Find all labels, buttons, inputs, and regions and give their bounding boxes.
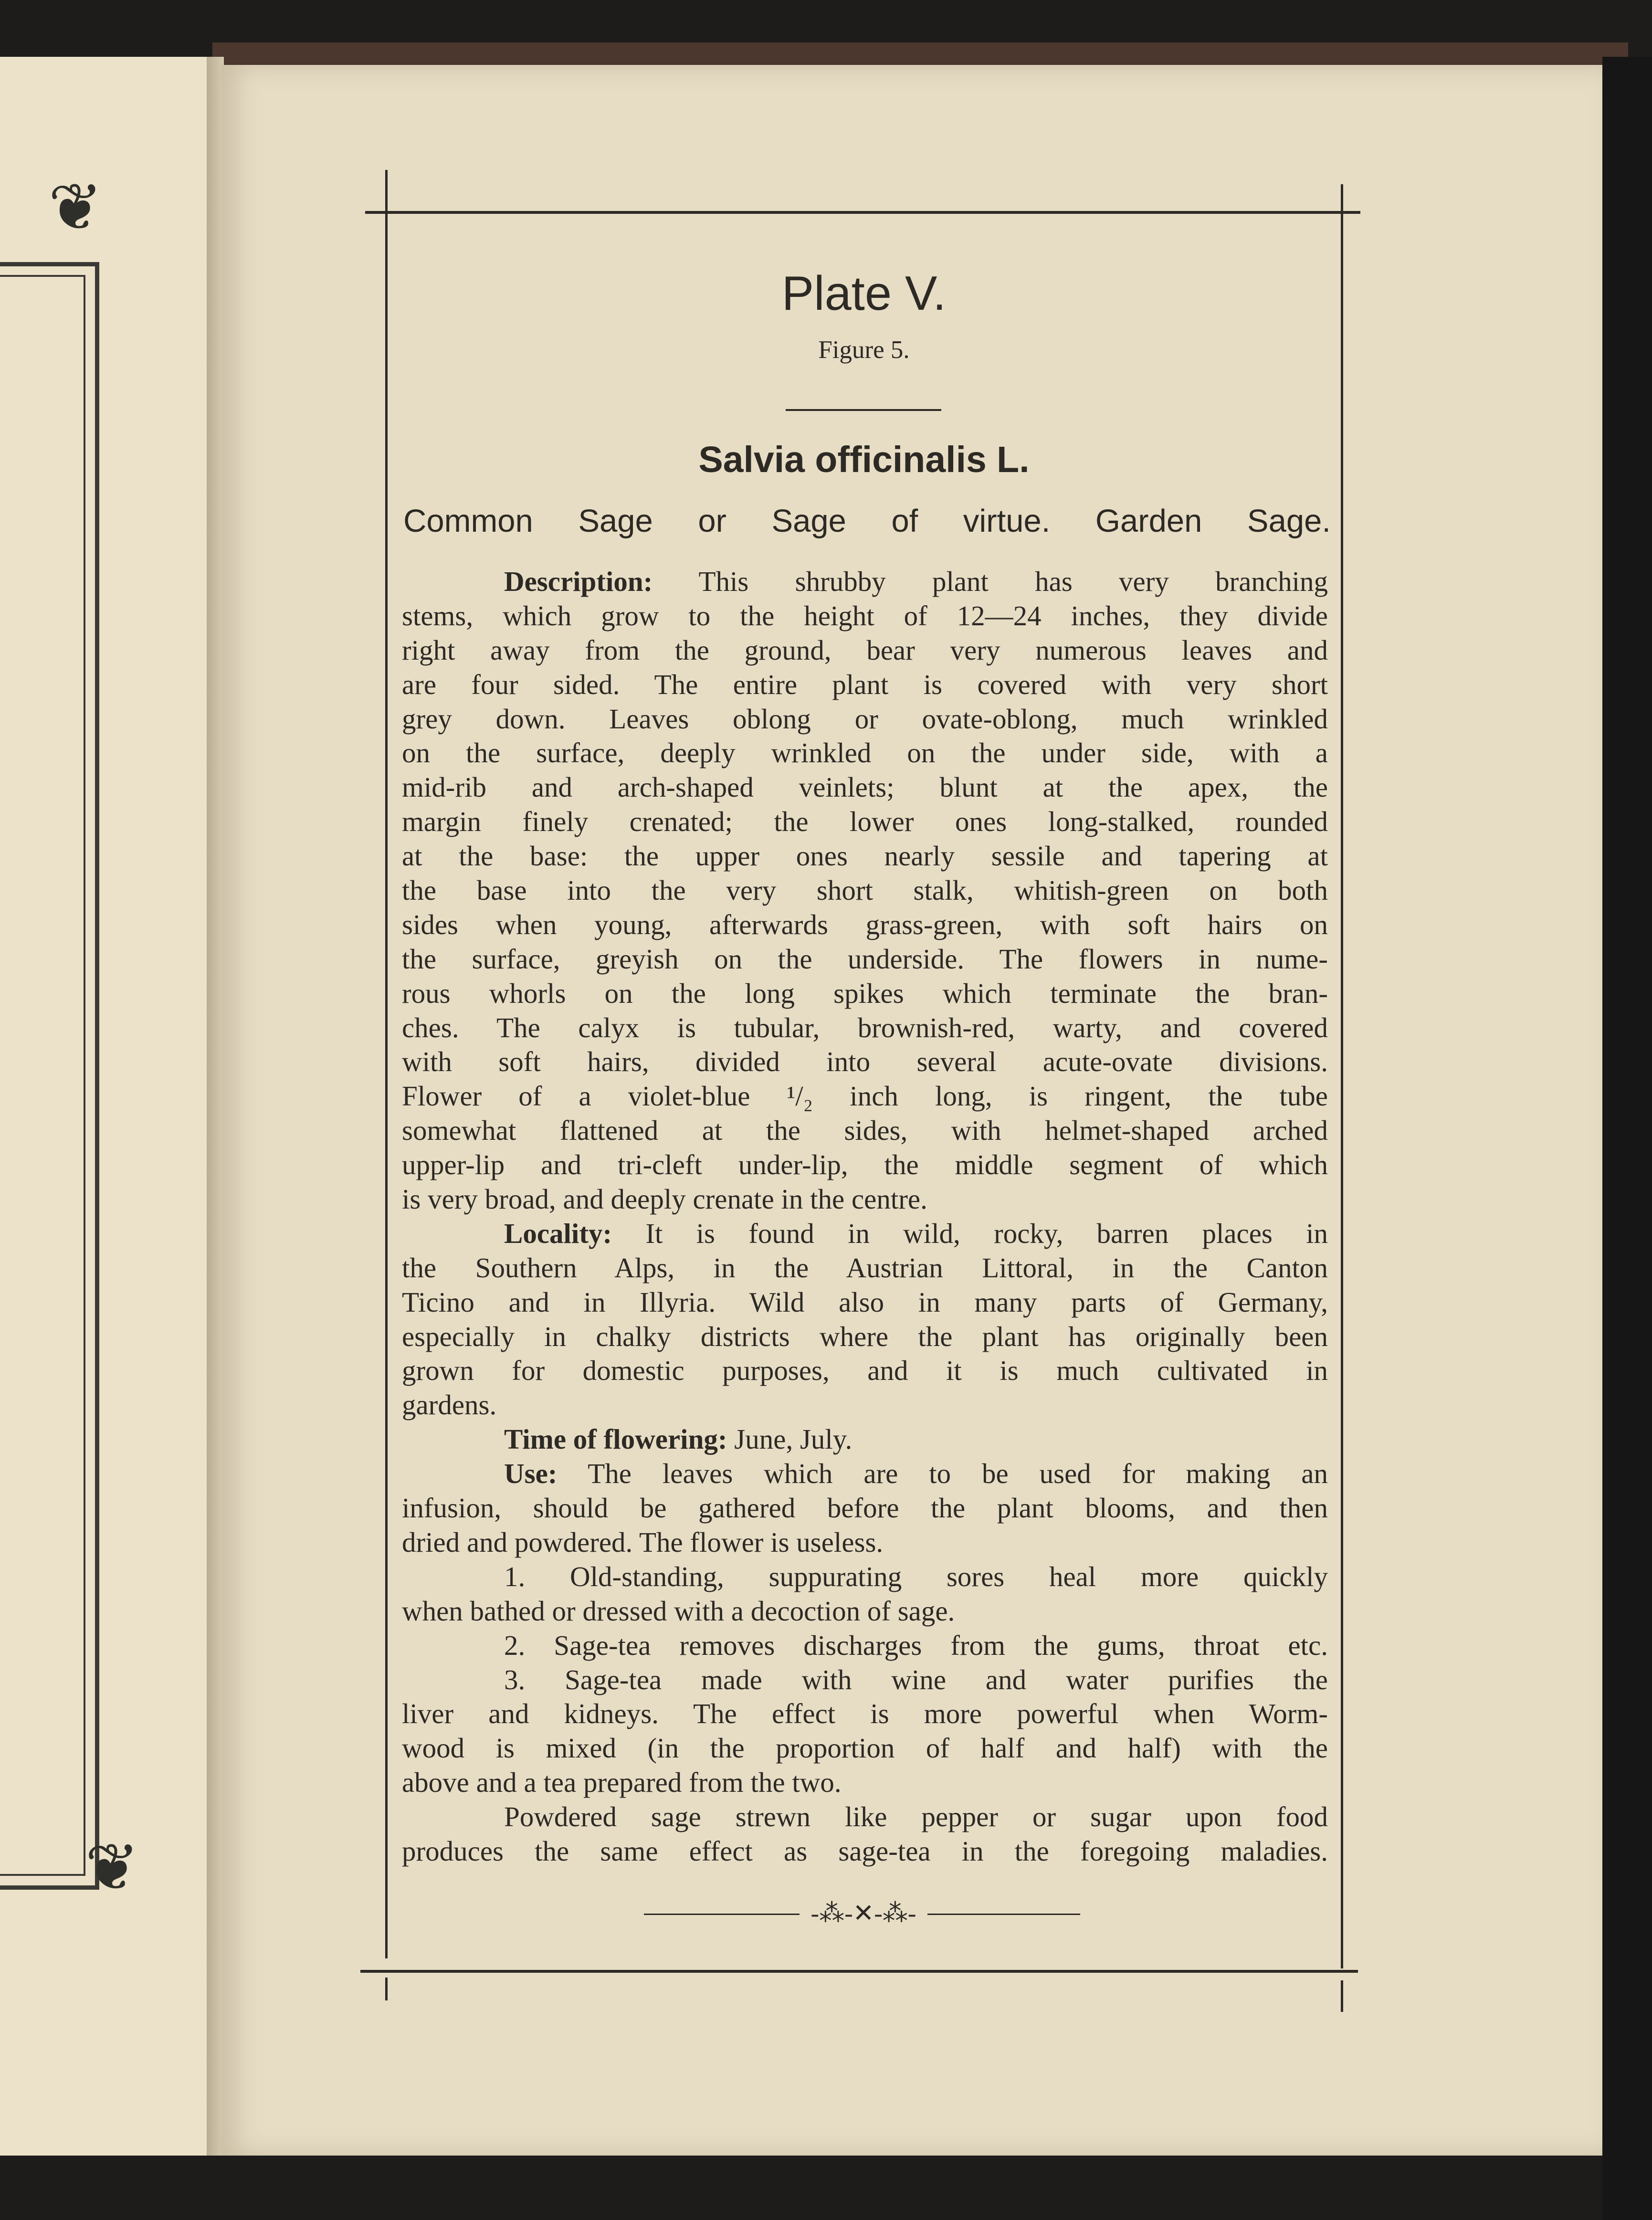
text-line: [402, 1182, 1328, 1217]
text-line: [402, 633, 1328, 668]
text-line: [402, 1285, 1328, 1320]
left-frame-bottom-rule: [0, 1885, 99, 1890]
ornament-rule-right: [927, 1914, 1080, 1915]
line-text: infusion, should be gathered before the plant blooms, and then: [402, 1492, 1328, 1524]
left-frame-inner-rule: [84, 275, 85, 1876]
line-text: grown for domestic purposes, and it is much cultivated in: [402, 1355, 1328, 1387]
line-text: on the surface, deeply wrinkled on the under side, with a: [402, 737, 1328, 769]
text-line: [402, 1011, 1328, 1045]
line-text: The leaves which are to be used for making an: [557, 1458, 1328, 1490]
text-line: [402, 1800, 1328, 1834]
text-line: [402, 1526, 1328, 1560]
text-line: [402, 873, 1328, 908]
book-cover-edge: [212, 42, 1628, 65]
text-line: [402, 1045, 1328, 1079]
line-text: It is found in wild, rocky, barren places in: [612, 1217, 1328, 1249]
line-text: 2. Sage-tea removes discharges from the gums, throat etc.: [504, 1629, 1328, 1661]
text-line: [402, 1354, 1328, 1388]
line-text: especially in chalky districts where the plant has originally been: [402, 1320, 1328, 1352]
line-text: stems, which grow to the height of 12—24 inches, they divide: [402, 600, 1328, 631]
line-text: This shrubby plant has very branching: [652, 566, 1328, 597]
line-text: Flower of a violet-blue ¹/₂ inch long, is ringent, the tube: [402, 1080, 1328, 1112]
line-text: with soft hairs, divided into several acute-ovate divisions.: [402, 1046, 1328, 1078]
text-line: [402, 1388, 1328, 1422]
text-line: [402, 1148, 1328, 1182]
section-heading: Description:: [504, 566, 653, 597]
text-line: [402, 1697, 1328, 1731]
text-line: [402, 565, 1328, 599]
text-line: [402, 1834, 1328, 1869]
text-line: [402, 977, 1328, 1011]
line-text: liver and kidneys. The effect is more powerful when Worm-: [402, 1698, 1328, 1730]
body-text: [402, 565, 1328, 1869]
text-line: [402, 1217, 1328, 1251]
ornament-icon: -⁂-✕-⁂-: [810, 1900, 916, 1927]
line-text: margin finely crenated; the lower ones long-stalked, rounded: [402, 806, 1328, 838]
text-line: [402, 1251, 1328, 1285]
fleuron-ornament-icon: ❦: [85, 1832, 139, 1904]
text-line: [402, 1731, 1328, 1766]
text-line: [402, 839, 1328, 873]
plate-title: Plate V.: [781, 267, 947, 320]
text-line: [402, 1320, 1328, 1354]
left-frame-top-rule-inner: [0, 275, 85, 277]
line-text: dried and powdered. The flower is useless.: [402, 1526, 884, 1558]
text-line: [402, 736, 1328, 770]
text-line: [402, 908, 1328, 942]
line-text: the Southern Alps, in the Austrian Littoral, in the Canton: [402, 1252, 1328, 1284]
text-line: [402, 1560, 1328, 1594]
figure-label: Figure 5.: [818, 336, 910, 364]
page-edge: [1602, 57, 1652, 2220]
line-text: are four sided. The entire plant is covered with very short: [402, 668, 1328, 700]
text-line: [402, 599, 1328, 633]
line-text: at the base: the upper ones nearly sessile and tapering at: [402, 840, 1328, 872]
line-text: Powdered sage strewn like pepper or sugar upon food: [504, 1801, 1328, 1833]
frame-top-rule: [365, 211, 1360, 214]
line-text: above and a tea prepared from the two.: [402, 1767, 842, 1799]
line-text: the surface, greyish on the underside. The flowers in nume-: [402, 943, 1328, 975]
line-text: when bathed or dressed with a decoction of sage.: [402, 1595, 955, 1627]
line-text: June, July.: [727, 1423, 852, 1455]
line-text: somewhat flattened at the sides, with helmet-shaped arched: [402, 1115, 1328, 1147]
species-name: Salvia officinalis L.: [698, 439, 1030, 480]
frame-right-tick: [1341, 1980, 1343, 2012]
text-line: [402, 702, 1328, 736]
left-frame-outer-rule: [95, 262, 99, 1890]
line-text: produces the same effect as sage-tea in the foregoing maladies.: [402, 1835, 1328, 1867]
text-line: [402, 942, 1328, 977]
line-text: 1. Old-standing, suppurating sores heal more quickly: [504, 1560, 1328, 1592]
section-heading: Locality:: [504, 1217, 612, 1249]
section-heading: Use:: [504, 1458, 558, 1490]
text-line: [402, 1594, 1328, 1629]
line-text: right away from the ground, bear very numerous leaves and: [402, 634, 1328, 666]
text-line: [402, 1114, 1328, 1148]
section-heading: Time of flowering:: [504, 1423, 727, 1455]
frame-left-tick: [385, 1978, 388, 2000]
line-text: is very broad, and deeply crenate in the centre.: [402, 1183, 927, 1215]
text-line: [402, 1766, 1328, 1800]
left-frame-top-rule: [0, 262, 99, 266]
line-text: gardens.: [402, 1389, 497, 1421]
text-line: [402, 1629, 1328, 1663]
text-line: [402, 770, 1328, 805]
fleuron-ornament-icon: ❦: [48, 172, 103, 244]
line-text: sides when young, afterwards grass-green, with soft hairs on: [402, 908, 1328, 940]
frame-bottom-rule: [360, 1970, 1358, 1973]
text-line: [402, 1457, 1328, 1491]
text-line: [402, 668, 1328, 702]
title-separator: [786, 409, 941, 411]
text-line: [402, 1422, 1328, 1457]
text-line: [402, 1663, 1328, 1697]
line-text: rous whorls on the long spikes which terminate the bran-: [402, 977, 1328, 1009]
left-frame-bottom-rule-inner: [0, 1874, 85, 1876]
line-text: grey down. Leaves oblong or ovate-oblong, much wrinkled: [402, 703, 1328, 735]
text-line: [402, 1491, 1328, 1526]
line-text: upper-lip and tri-cleft under-lip, the middle segment of which: [402, 1149, 1328, 1181]
ornament-rule-left: [644, 1914, 800, 1915]
line-text: wood is mixed (in the proportion of half and half) with the: [402, 1732, 1328, 1764]
line-text: 3. Sage-tea made with wine and water purifies the: [504, 1663, 1328, 1695]
text-line: [402, 1079, 1328, 1114]
line-text: the base into the very short stalk, whitish-green on both: [402, 874, 1328, 906]
line-text: mid-rib and arch-shaped veinlets; blunt at the apex, the: [402, 771, 1328, 803]
text-line: [402, 805, 1328, 839]
line-text: Ticino and in Illyria. Wild also in many parts of Germany,: [402, 1286, 1328, 1318]
line-text: ches. The calyx is tubular, brownish-red, warty, and covered: [402, 1011, 1328, 1043]
common-names: Common Sage or Sage of virtue. Garden Sage.: [403, 503, 1331, 539]
